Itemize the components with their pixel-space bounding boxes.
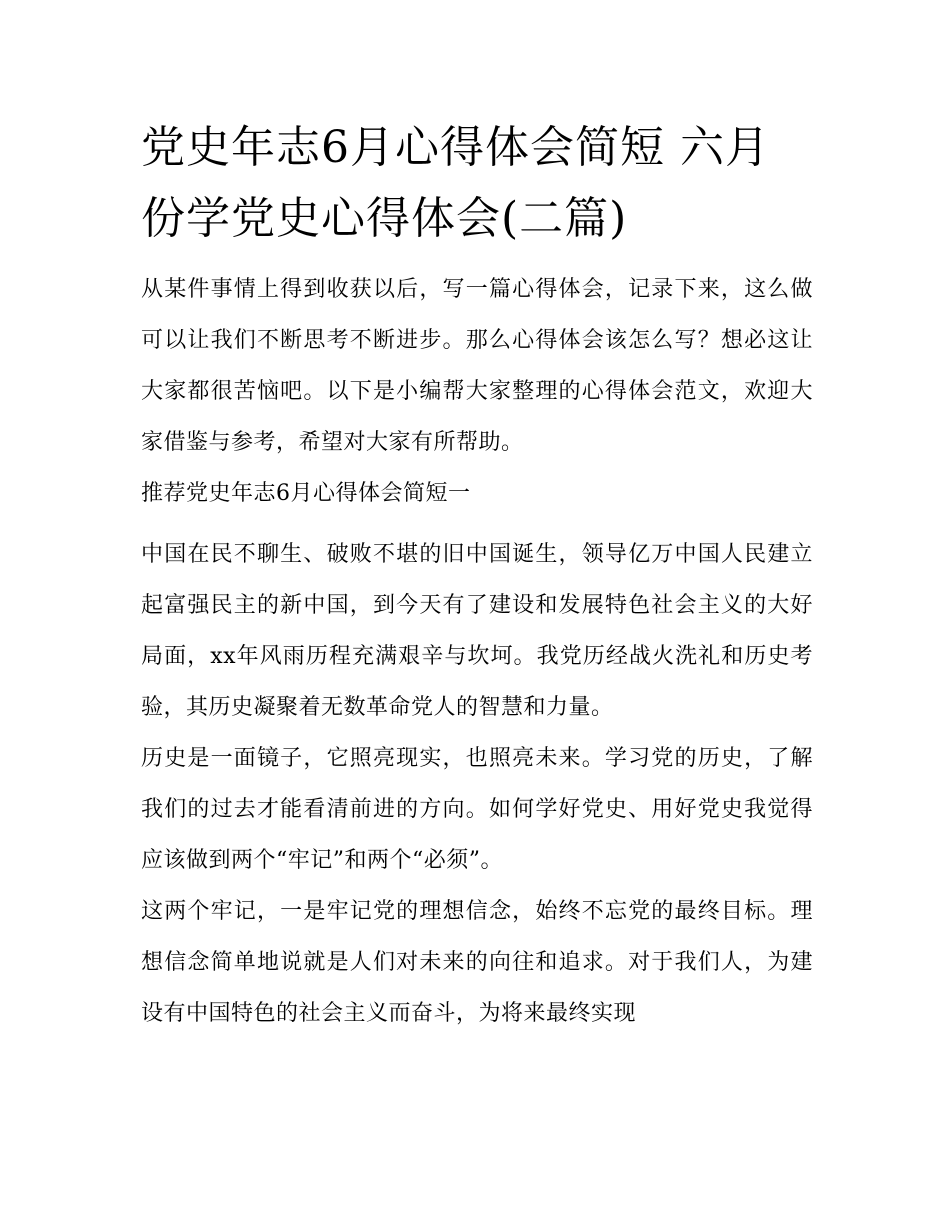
body-paragraph-1: 中国在民不聊生、破败不堪的旧中国诞生，领导亿万中国人民建立起富强民主的新中国，到今天有了建设和发展特色社会主义的大好局面，xx年风雨历程充满艰辛与坎坷。我党历经战火洗礼和历史考验，其历史凝聚着无数革命党人的智慧和力量。 <box>141 542 813 720</box>
document-title: 党史年志6月心得体会简短 六月份学党史心得体会(二篇) <box>141 122 770 244</box>
intro-paragraph: 从某件事情上得到收获以后，写一篇心得体会，记录下来，这么做可以让我们不断思考不断进步。那么心得体会该怎么写？想必这让大家都很苦恼吧。以下是小编帮大家整理的心得体会范文，欢迎大家借鉴与参考，希望对大家有所帮助。 <box>141 277 813 455</box>
section-heading: 推荐党史年志6月心得体会简短一 <box>141 481 471 506</box>
document-content <box>141 112 813 1039</box>
body-paragraph-2: 历史是一面镜子，它照亮现实，也照亮未来。学习党的历史，了解我们的过去才能看清前进的方向。如何学好党史、用好党史我觉得应该做到两个“牢记”和两个“必须”。 <box>141 746 813 873</box>
body-paragraph-3: 这两个牢记，一是牢记党的理想信念，始终不忘党的最终目标。理想信念简单地说就是人们对未来的向往和追求。对于我们人，为建设有中国特色的社会主义而奋斗，为将来最终实现 <box>141 899 813 1026</box>
